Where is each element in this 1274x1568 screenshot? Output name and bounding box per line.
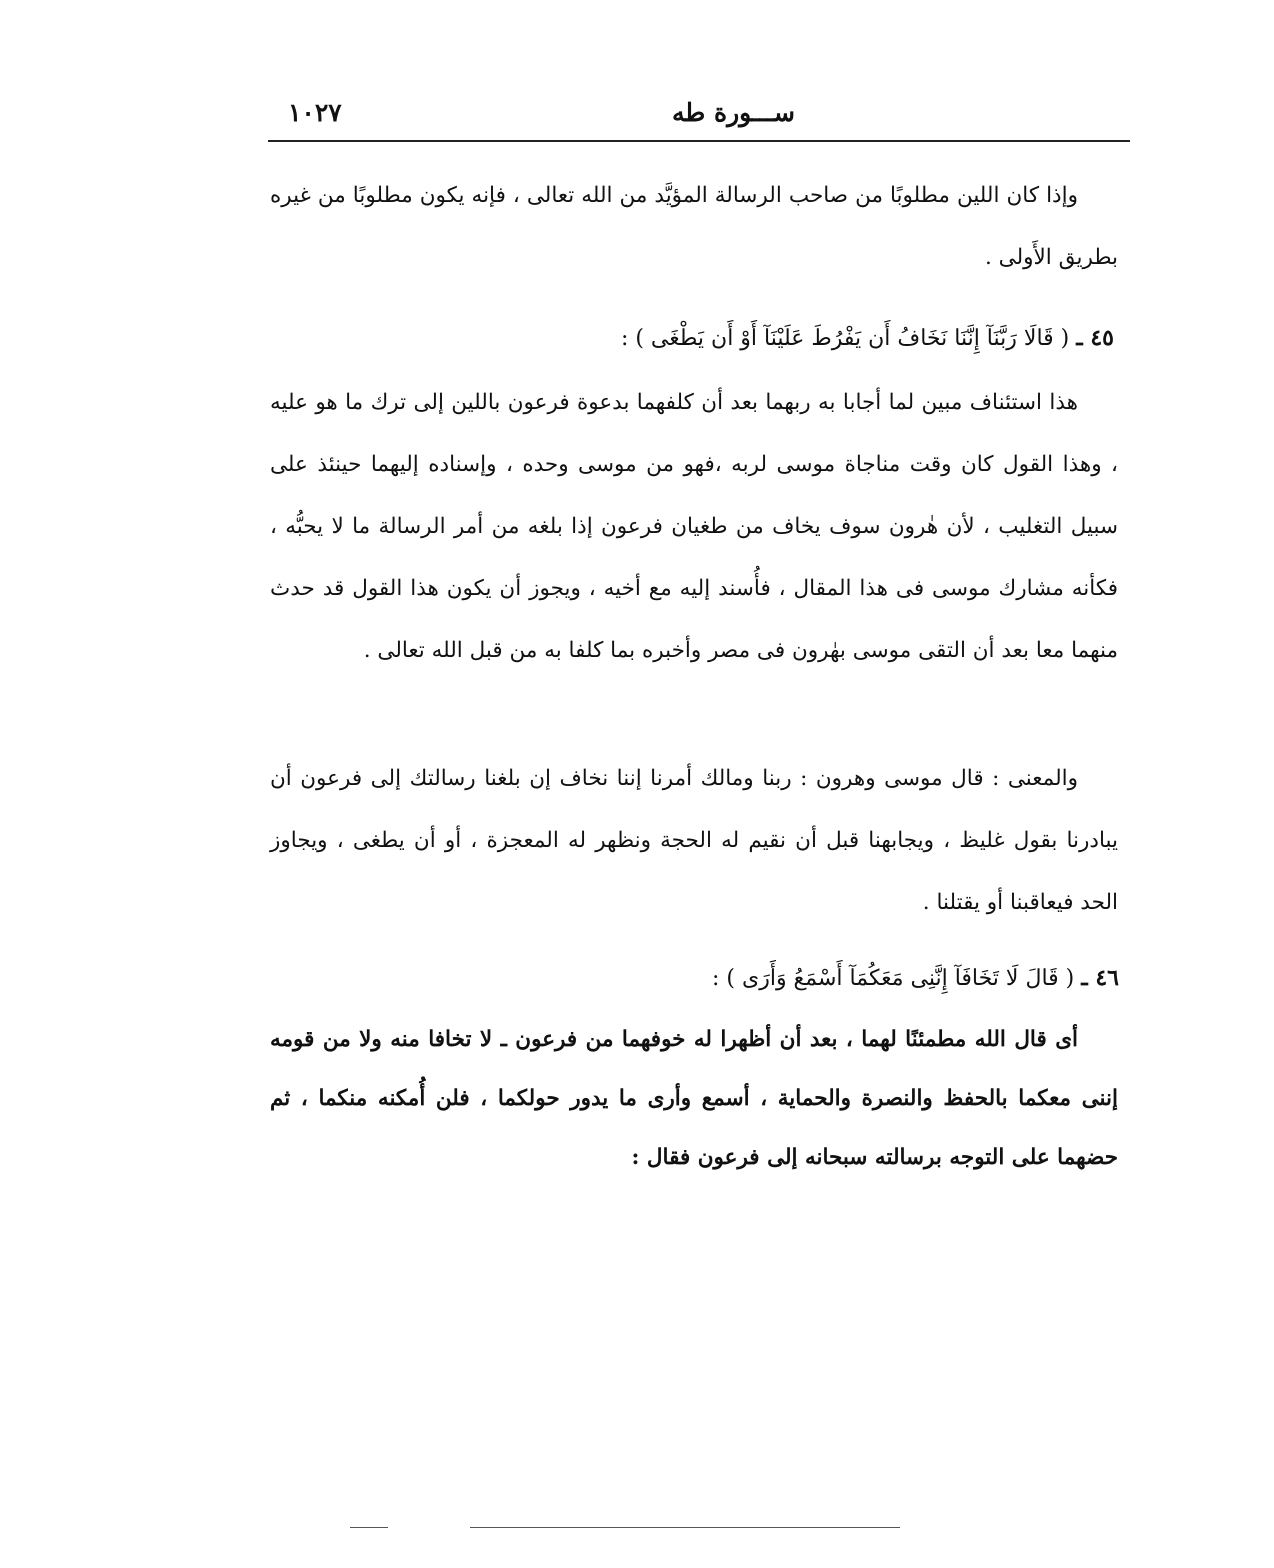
verse-text: ( قَالَ لَا تَخَافَآ إِنَّنِى مَعَكُمَآ أَسْمَعُ وَأَرَى ) : xyxy=(712,966,1075,991)
verse-46 xyxy=(712,958,1119,999)
surah-title: ســـورة طه xyxy=(671,98,795,127)
verse-number: ٤٥ ـ xyxy=(1076,325,1114,351)
page-number: ١٠٢٧ xyxy=(288,98,342,127)
paragraph-commentary-46: أى قال الله مطمئنًا لهما ، بعد أن أظهرا له خوفهما من فرعون ـ لا تخافا منه ولا من قومه إننى معكما بالحفظ والنصرة والحماية ، أسمع وأرى ما يدور حولكما ، فلن أُمكنه منكما ، ثم حضهما على التوجه برسالته سبحانه إلى فرعون فقال : xyxy=(270,1027,1118,1170)
paragraph-commentary-45: هذا استئناف مبين لما أجابا به ربهما بعد أن كلفهما بدعوة فرعون باللين إلى ترك ما هو عليه ، وهذا القول كان وقت مناجاة موسى لربه ،فهو من موسى وحده ، وإسناده إليهما حينئذ على سبيل التغليب ، لأن هٰرون سوف يخاف من طغيان فرعون إذا بلغه من أمر الرسالة ما لا يحبُّه ، فكأنه مشارك موسى فى هذا المقال ، فأُسند إليه مع أخيه ، ويجوز أن يكون هذا القول قد حدث منهما معا بعد أن التقى موسى بهٰرون فى مصر وأخبره بما كلفا به من قبل الله تعالى . xyxy=(270,390,1118,663)
verse-45 xyxy=(621,318,1114,359)
footer-divider-left xyxy=(350,1527,388,1528)
paragraph-intro: وإذا كان اللين مطلوبًا من صاحب الرسالة المؤيَّد من الله تعالى ، فإنه يكون مطلوبًا من غيره بطريق الأَولى . xyxy=(270,183,1118,270)
paragraph-meaning-45: والمعنى : قال موسى وهرون : ربنا ومالك أمرنا إننا نخاف إن بلغنا رسالتك إلى فرعون أن يبادرنا بقول غليظ ، ويجابهنا قبل أن نقيم له الحجة ونظهر له المعجزة ، أو أن يطغى ، ويجاوز الحد فيعاقبنا أو يقتلنا . xyxy=(270,766,1118,915)
verse-number: ٤٦ ـ xyxy=(1081,965,1119,991)
verse-text: ( قَالَا رَبَّنَآ إِنَّنَا نَخَافُ أَن يَفْرُطَ عَلَيْنَآ أَوْ أَن يَطْغَى ) : xyxy=(620,326,1070,351)
header-divider xyxy=(268,140,1130,142)
footer-divider-right xyxy=(470,1527,900,1528)
page-header xyxy=(268,98,1130,134)
